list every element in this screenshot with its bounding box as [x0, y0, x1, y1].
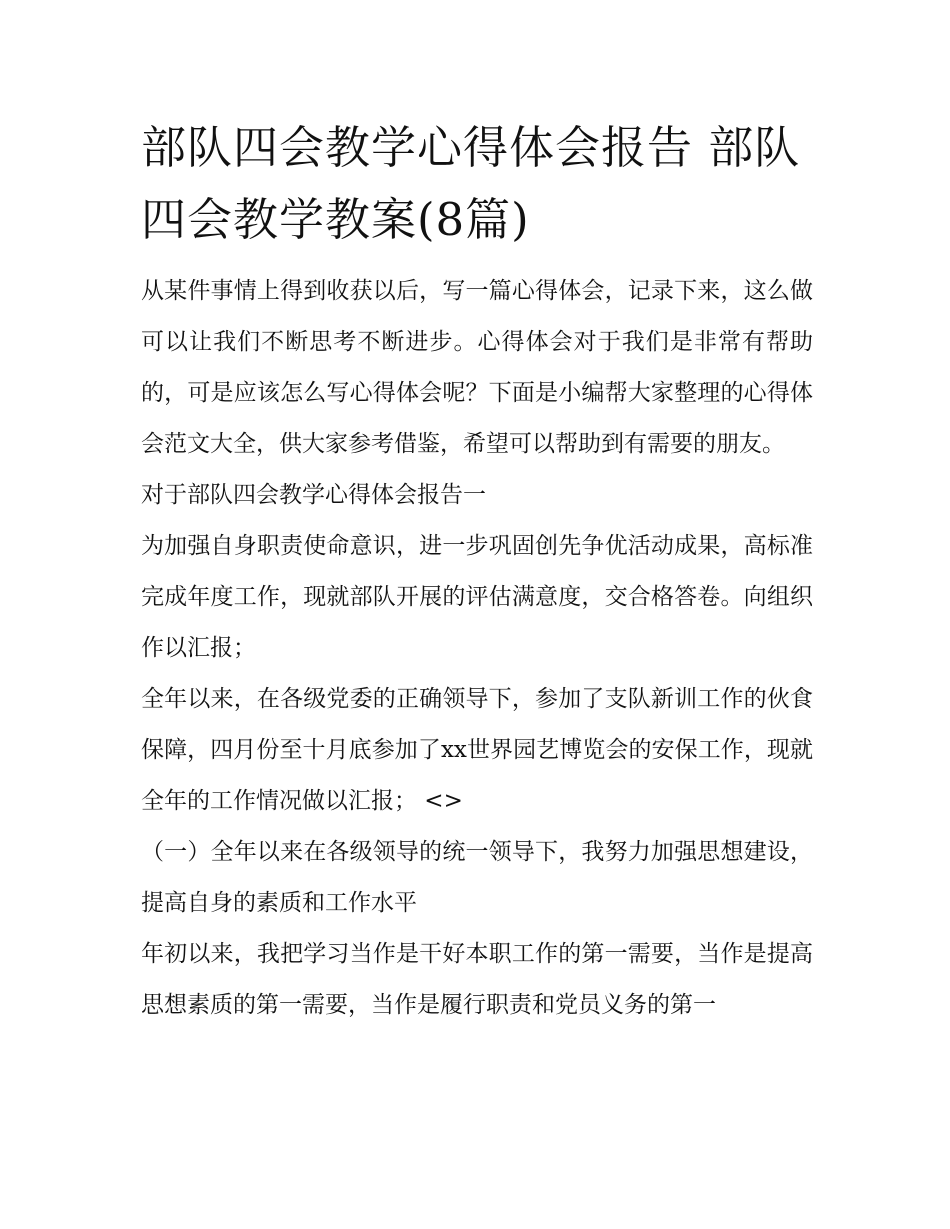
document-body: [141, 266, 813, 1031]
body-paragraph: 为加强自身职责使命意识，进一步巩固创先争优活动成果，高标准完成年度工作，现就部队开展的评估满意度，交合格答卷。向组织作以汇报；: [141, 533, 813, 661]
body-paragraph: 全年以来，在各级党委的正确领导下，参加了支队新训工作的伙食保障，四月份至十月底参加了xx世界园艺博览会的安保工作，现就全年的工作情况做以汇报； <>: [141, 686, 813, 814]
subsection-heading: （一）全年以来在各级领导的统一领导下，我努力加强思想建设，提高自身的素质和工作水平: [141, 839, 813, 916]
document-title: 部队四会教学心得体会报告 部队四会教学教案(8篇): [141, 121, 801, 246]
intro-paragraph: 从某件事情上得到收获以后，写一篇心得体会，记录下来，这么做可以让我们不断思考不断进步。心得体会对于我们是非常有帮助的，可是应该怎么写心得体会呢？下面是小编帮大家整理的心得体会范文大全，供大家参考借鉴，希望可以帮助到有需要的朋友。: [141, 278, 813, 457]
body-paragraph: 年初以来，我把学习当作是干好本职工作的第一需要，当作是提高思想素质的第一需要，当作是履行职责和党员义务的第一: [141, 941, 813, 1018]
section-heading: 对于部队四会教学心得体会报告一: [141, 482, 486, 508]
document-page: [141, 112, 813, 1031]
